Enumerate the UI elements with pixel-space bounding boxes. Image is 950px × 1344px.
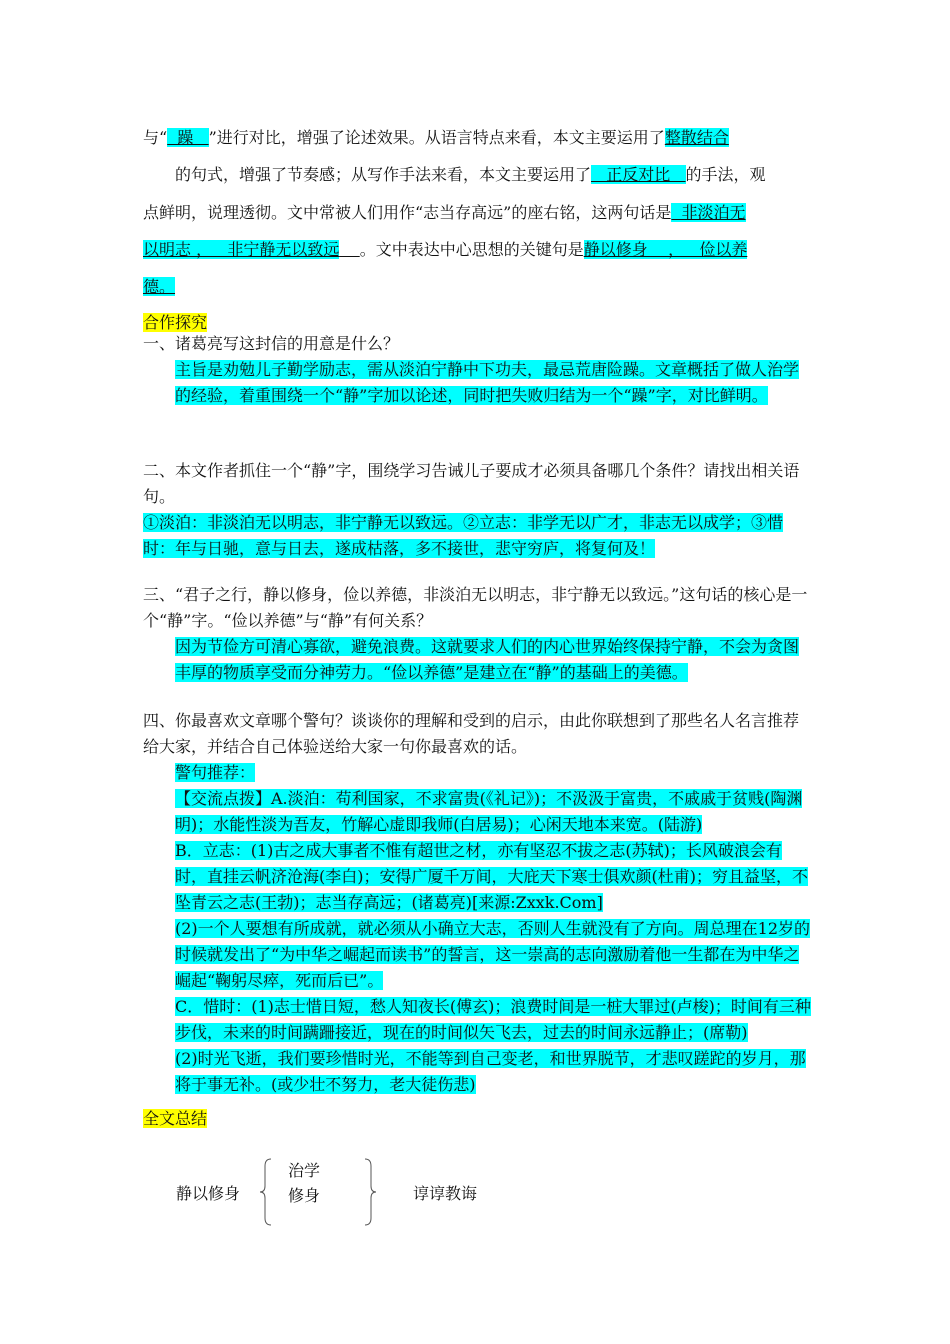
answer-text: 【交流点拨】A.淡泊：苟利国家，不求富贵(《礼记》)；不汲汲于富贵，不戚戚于贫贱(陶渊明)；水能性淡为吾友，竹解心虚即我师(白居易)；心闲天地本来宽。(陆游) [175, 789, 803, 834]
answer-blank: 正反对比 [591, 165, 686, 184]
fill-line-1 [143, 125, 729, 148]
answer-text: C．惜时：(1)志士惜日短，愁人知夜长(傅玄)；浪费时间是一桩大罪过(卢梭)；时间有三种步伐，未来的时间蹒跚接近，现在的时间似矢飞去，过去的时间永远静止；(席勒) [175, 997, 811, 1042]
heading-text: 全文总结 [143, 1109, 208, 1128]
question-2 [143, 458, 813, 562]
question-text: 三、“君子之行，静以修身，俭以养德，非淡泊无以明志，非宁静无以致远。”这句话的核心是一个“静”字。“俭以养德”与“静”有何关系？ [143, 585, 808, 630]
answer-blank: 以明志 ， 非宁静无以致远 [143, 240, 340, 259]
summary-middle-top: 治学 [288, 1161, 321, 1180]
text: 。文中表达中心思想的关键句是 [359, 240, 584, 259]
section-heading-summary [143, 1106, 207, 1129]
text: ”进行对比，增强了论述效果。从语言特点来看，本文主要运用了 [208, 128, 665, 147]
answer-blank: 静以修身 ， 俭以养 [583, 240, 748, 259]
fill-line-2 [175, 162, 766, 185]
fill-line-5 [143, 274, 175, 297]
answer-text: 因为节俭方可清心寡欲，避免浪费。这就要求人们的内心世界始终保持宁静，不会为贪图丰厚的物质享受而分神劳力。“俭以养德”是建立在“静”的基础上的美德。 [175, 637, 800, 682]
left-brace-icon [258, 1158, 274, 1226]
question-1 [143, 331, 813, 409]
answer-text: (2)一个人要想有所成就，就必须从小确立大志，否则人生就没有了方向。周总理在12岁的时候就发出了“为中华之崛起而读书”的誓言，这一崇高的志向激励着他一生都在为中华之崛起“鞠躬尽瘁，死而后已”。 [175, 919, 811, 990]
answer-text: (2)时光飞逝，我们要珍惜时光，不能等到自己变老，和世界脱节，才悲叹蹉跎的岁月，那将于事无补。(或少壮不努力，老大徒伤悲) [175, 1049, 806, 1094]
section-heading-cooperative [143, 310, 207, 333]
answer-title: 警句推荐： [175, 763, 256, 782]
right-brace-icon [362, 1158, 378, 1226]
answer-text: ①淡泊：非淡泊无以明志，非宁静无以致远。②立志：非学无以广才，非志无以成学；③惜时：年与日驰，意与日去，遂成枯落，多不接世，悲守穷庐，将复何及！ [143, 513, 784, 558]
answer-blank: 德。 [143, 277, 176, 296]
fill-line-3 [143, 200, 746, 223]
question-text: 一、诸葛亮写这封信的用意是什么？ [143, 334, 400, 353]
question-3 [143, 582, 813, 686]
answer-text: 主旨是劝勉儿子勤学励志，需从淡泊宁静中下功夫，最忌荒唐险躁。文章概括了做人治学的经验，着重围绕一个“静”字加以论述，同时把失败归结为一个“躁”字，对比鲜明。 [175, 360, 800, 405]
summary-right: 谆谆教诲 [413, 1184, 478, 1203]
answer-blank: 躁 [167, 128, 209, 147]
text: 点鲜明，说理透彻。文中常被人们用作“志当存高远”的座右铭，这两句话是 [143, 203, 672, 222]
fill-line-4 [143, 237, 747, 260]
text: 与“ [143, 128, 168, 147]
heading-text: 合作探究 [143, 313, 208, 332]
text: 的句式，增强了节奏感；从写作手法来看，本文主要运用了 [175, 165, 592, 184]
question-text: 四、你最喜欢文章哪个警句？谈谈你的理解和受到的启示，由此你联想到了那些名人名言推荐给大家，并结合自己体验送给大家一句你最喜欢的话。 [143, 711, 800, 756]
answer-blank: 非淡泊无 [671, 203, 746, 222]
text: 的手法，观 [685, 165, 766, 184]
answer-text: B．立志：(1)古之成大事者不惟有超世之材，亦有坚忍不拔之志(苏轼)；长风破浪会有时，直挂云帆济沧海(李白)；安得广厦千万间，大庇天下寒士俱欢颜(杜甫)；穷且益坚，不坠青云之志(王勃)；志当存高远；(诸葛亮)[来源:Zxxk.Com] [175, 841, 808, 912]
question-4 [143, 708, 813, 1098]
summary-left: 静以修身 [176, 1184, 241, 1203]
question-text: 二、本文作者抓住一个“静”字，围绕学习告诫儿子要成才必须具备哪几个条件？请找出相关语句。 [143, 461, 800, 506]
summary-middle-bottom: 修身 [288, 1186, 321, 1205]
answer-blank: 整散结合 [664, 128, 729, 147]
